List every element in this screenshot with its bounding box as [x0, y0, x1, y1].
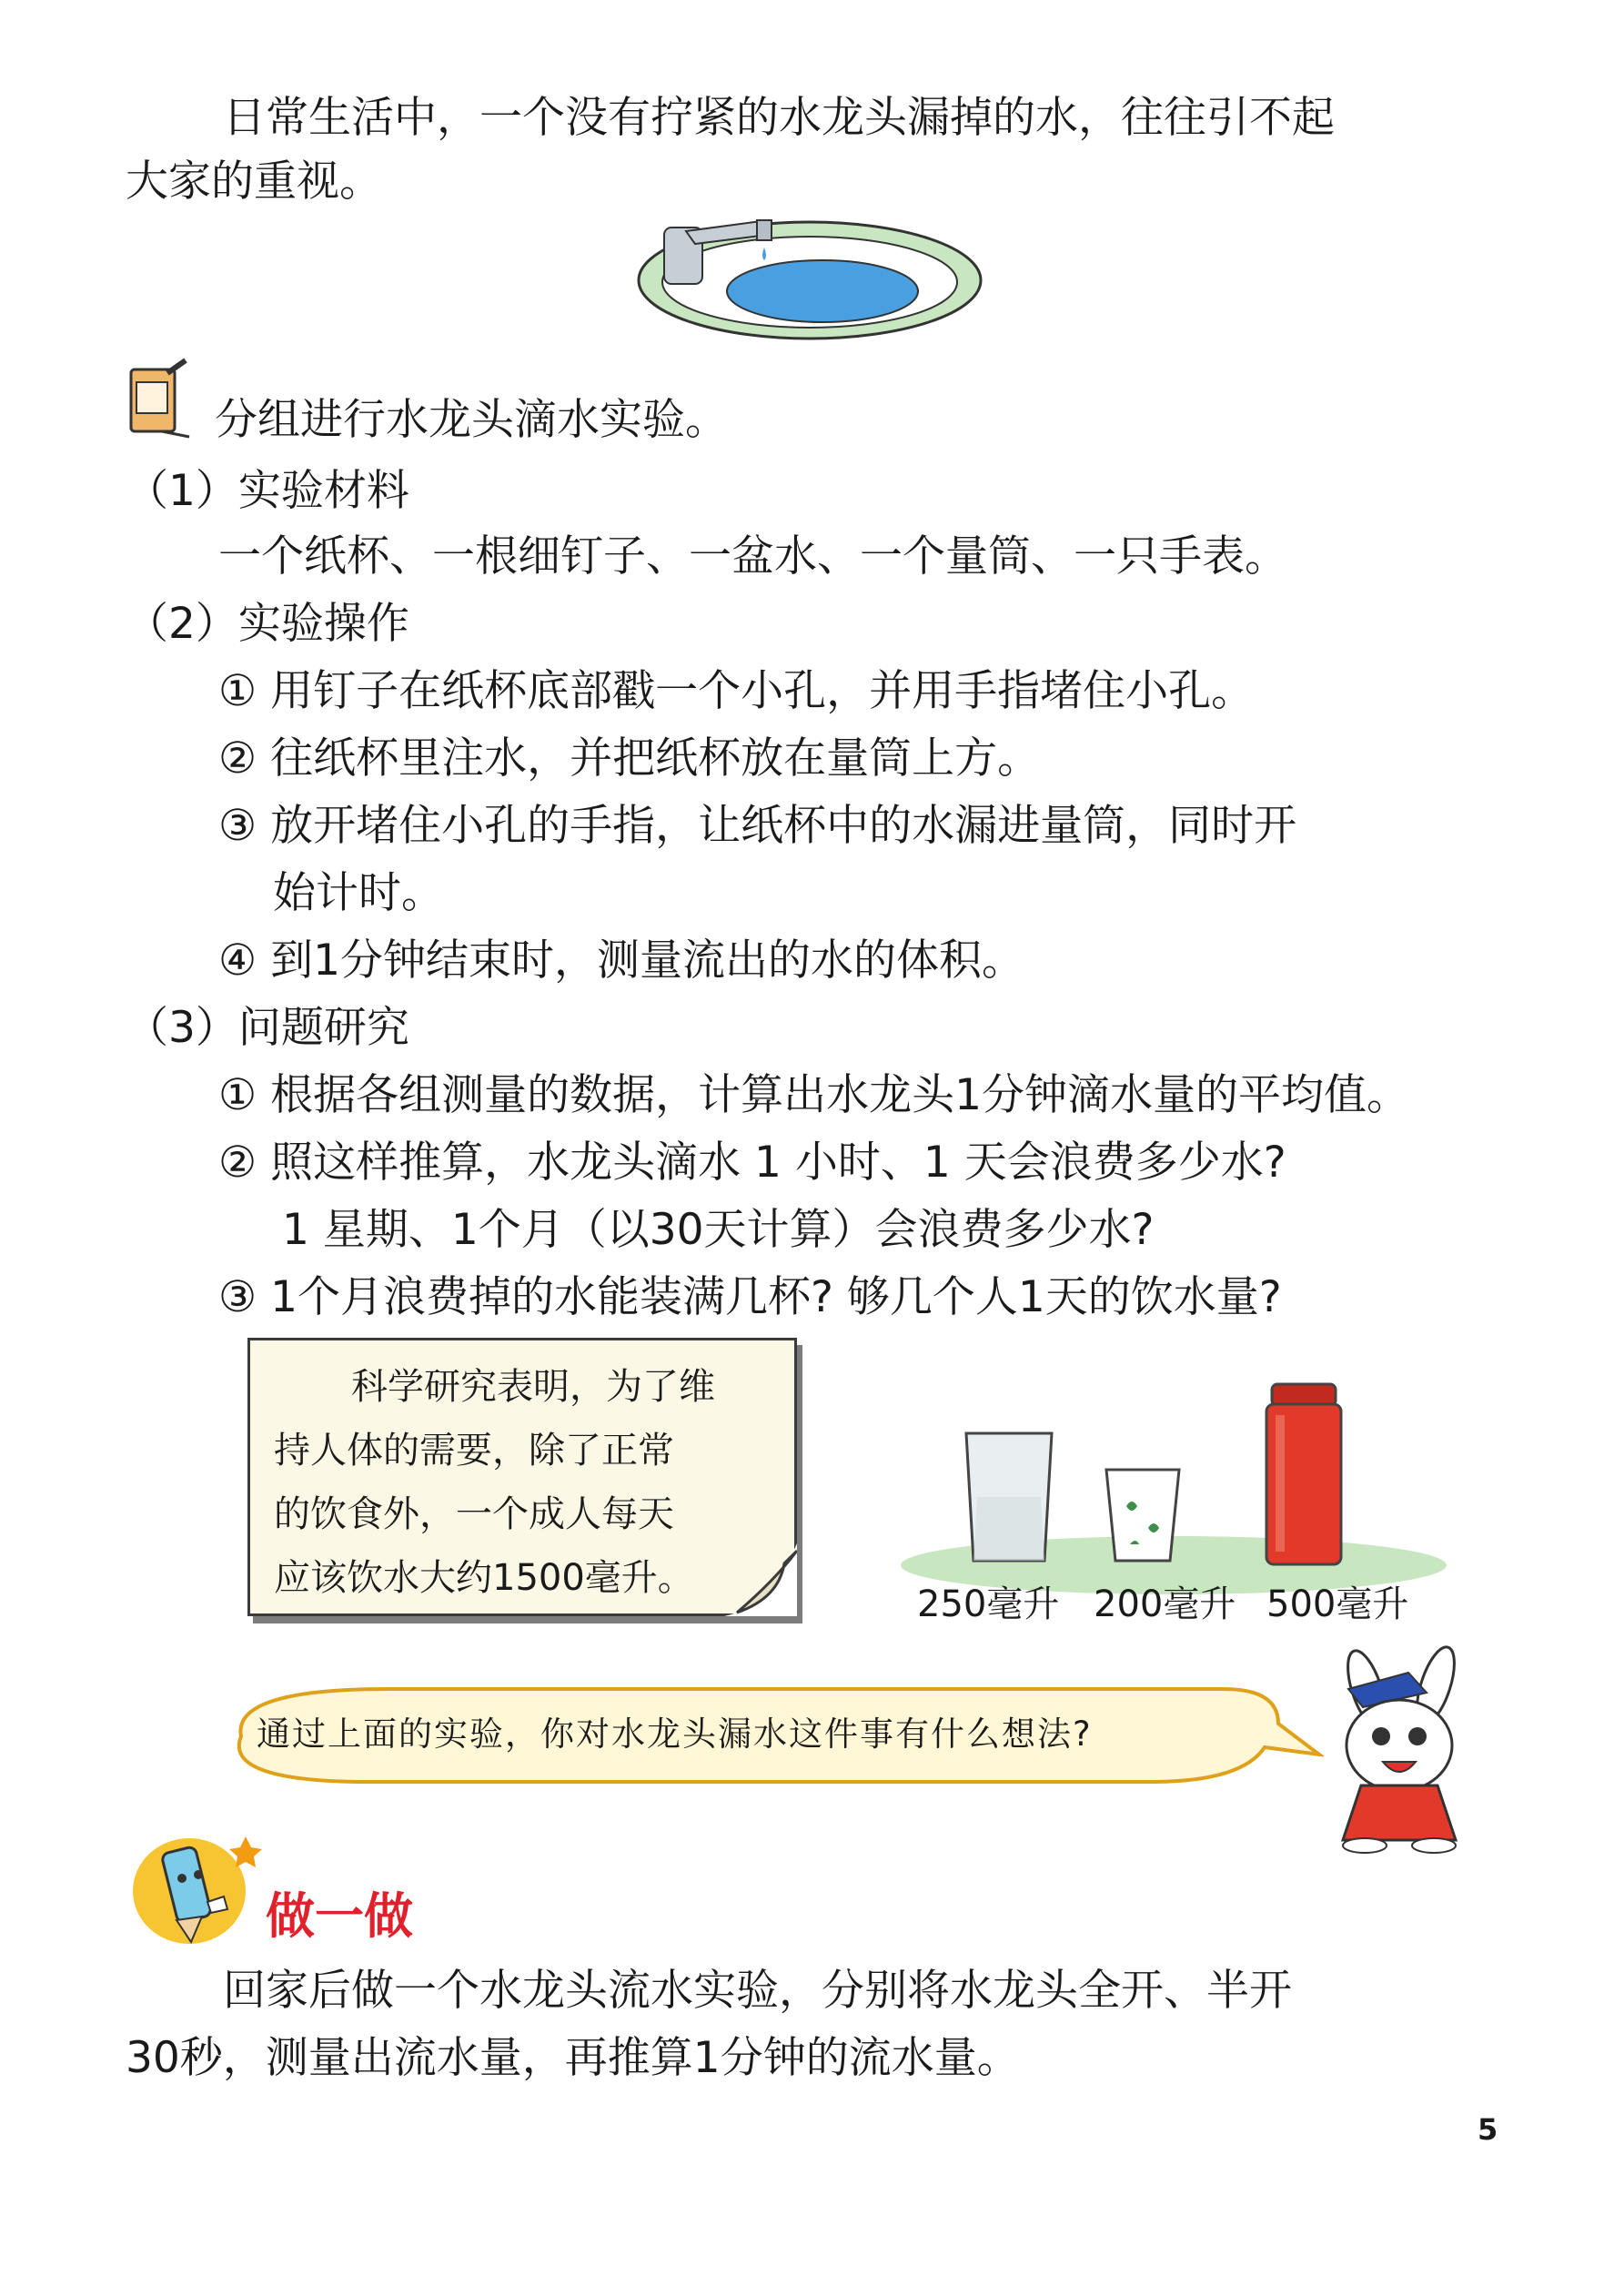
paper-cup-capacity-label: 200毫升	[1094, 1583, 1236, 1625]
science-note-box	[247, 1338, 797, 1616]
glass-capacity-label: 250毫升	[917, 1583, 1060, 1625]
notepad-pencil-icon	[126, 355, 195, 446]
section-1-body: 一个纸杯、一根细钉子、一盆水、一个量筒、一只手表。	[218, 531, 1287, 582]
activity-heading: 分组进行水龙头滴水实验。	[215, 395, 728, 445]
note-line-3: 的饮食外，一个成人每天	[274, 1493, 674, 1535]
research-step-2-cont: 1 星期、1个月（以30天计算）会浪费多少水?	[282, 1205, 1155, 1255]
intro-line-1: 日常生活中，一个没有拧紧的水龙头漏掉的水，往往引不起	[223, 93, 1335, 143]
flask-icon	[1272, 1384, 1336, 1406]
do-it-title: 做一做	[266, 1887, 413, 1945]
water-containers-illustration	[892, 1379, 1456, 1597]
section-3-title: （3）问题研究	[126, 1003, 409, 1053]
operation-step-4: ④ 到1分钟结束时，测量流出的水的体积。	[218, 936, 1024, 986]
science-note-text	[274, 1355, 715, 1610]
do-it-line-1: 回家后做一个水龙头流水实验，分别将水龙头全开、半开	[223, 1966, 1292, 2016]
do-it-line-2: 30秒，测量出流水量，再推算1分钟的流水量。	[126, 2033, 1020, 2083]
page-curl-icon	[724, 1543, 797, 1616]
operation-step-2: ② 往纸杯里注水，并把纸杯放在量筒上方。	[218, 733, 1041, 784]
operation-step-3-cont: 始计时。	[273, 868, 444, 918]
speech-bubble-text: 通过上面的实验，你对水龙头漏水这件事有什么想法?	[257, 1714, 1093, 1754]
section-1-title: （1）实验材料	[126, 466, 409, 516]
rabbit-mascot-icon	[1308, 1645, 1490, 1855]
note-line-4: 应该饮水大约1500毫升。	[274, 1557, 694, 1599]
paper-cup-icon	[1106, 1470, 1179, 1561]
page-number: 5	[1478, 2112, 1498, 2147]
operation-step-1: ① 用钉子在纸杯底部戳一个小孔，并用手指堵住小孔。	[218, 666, 1255, 716]
section-2-title: （2）实验操作	[126, 599, 409, 649]
research-step-3: ③ 1个月浪费掉的水能装满几杯? 够几个人1天的饮水量?	[218, 1272, 1282, 1322]
note-line-1: 科学研究表明，为了维	[351, 1366, 715, 1408]
research-step-2: ② 照这样推算，水龙头滴水 1 小时、1 天会浪费多少水?	[218, 1138, 1286, 1188]
research-step-1: ① 根据各组测量的数据，计算出水龙头1分钟滴水量的平均值。	[218, 1070, 1409, 1120]
intro-line-2: 大家的重视。	[126, 157, 382, 207]
sink-faucet-illustration	[631, 207, 988, 342]
pencil-mascot-icon	[126, 1829, 271, 1947]
operation-step-3: ③ 放开堵住小孔的手指，让纸杯中的水漏进量筒，同时开	[218, 801, 1297, 851]
note-line-2: 持人体的需要，除了正常	[274, 1430, 674, 1472]
flask-capacity-label: 500毫升	[1266, 1583, 1409, 1625]
